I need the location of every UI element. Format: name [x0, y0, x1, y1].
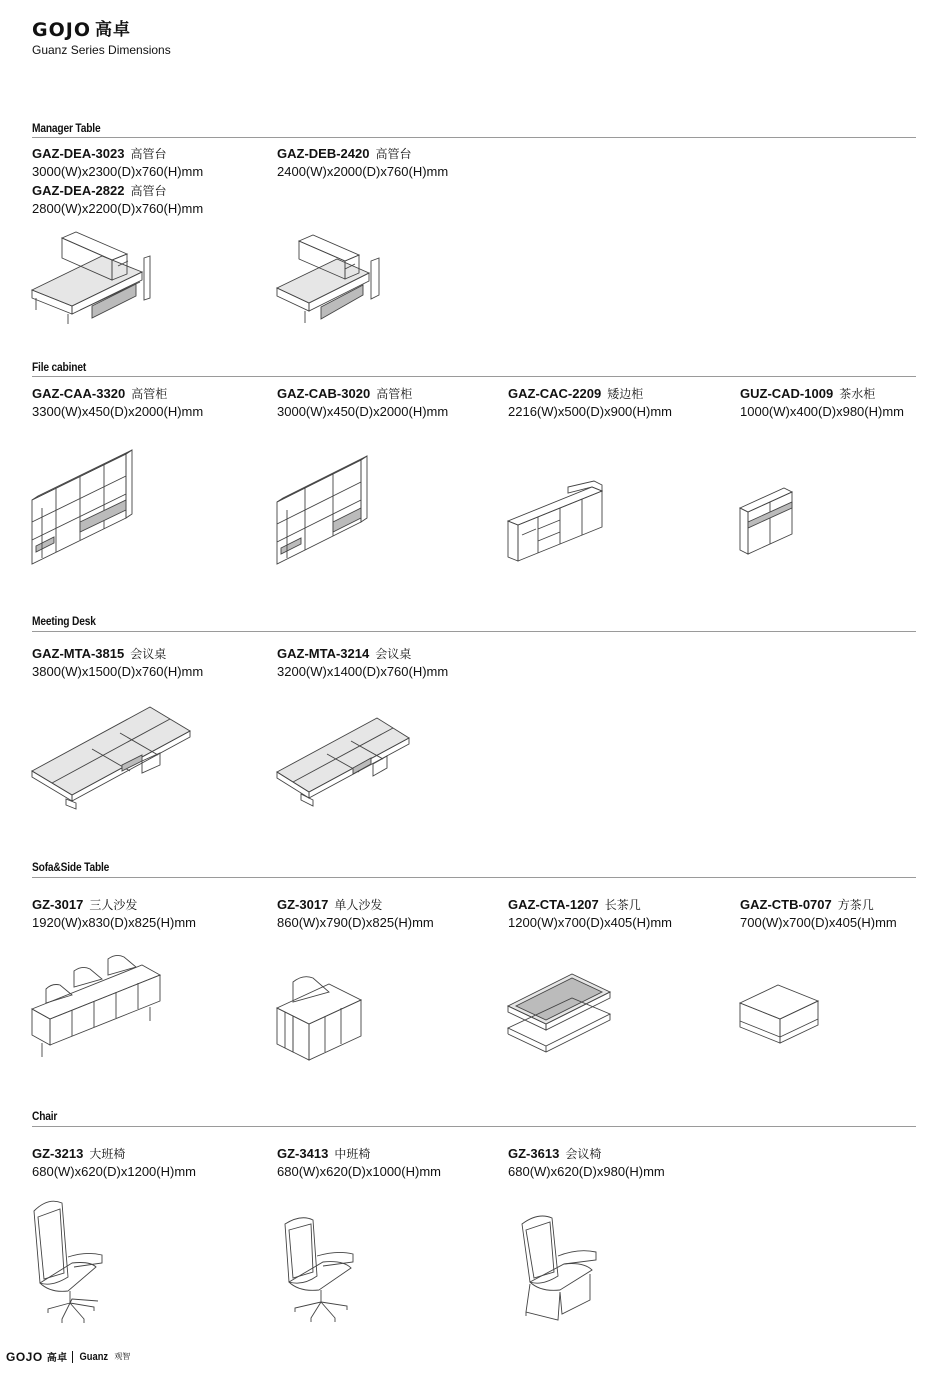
- footer-logo: GOJO: [6, 1349, 43, 1364]
- item-name-cn: 会议椅: [565, 1147, 602, 1161]
- section-divider: [32, 631, 916, 632]
- item-name-cn: 茶水柜: [839, 387, 876, 401]
- tea-cabinet-drawing: [740, 484, 796, 558]
- item-dimensions: 1920(W)x830(D)x825(H)mm: [32, 915, 196, 930]
- section-divider: [32, 376, 916, 377]
- item-name-cn: 会议桌: [130, 647, 167, 661]
- item-dimensions: 860(W)x790(D)x825(H)mm: [277, 915, 434, 930]
- item-name-cn: 三人沙发: [89, 898, 138, 912]
- item-code: GAZ-CAA-3320: [32, 386, 126, 401]
- item-name-cn: 高管柜: [376, 387, 413, 401]
- file-cabinet-drawing: [277, 456, 369, 568]
- item-name-cn: 单人沙发: [334, 898, 383, 912]
- item-dimensions: 3000(W)x450(D)x2000(H)mm: [277, 404, 449, 419]
- item-dimensions: 3800(W)x1500(D)x760(H)mm: [32, 664, 204, 679]
- item-title: [508, 1145, 601, 1163]
- mid-back-chair-drawing: [277, 1214, 359, 1328]
- section-divider: [32, 137, 916, 138]
- item-title: [32, 896, 137, 914]
- item-name-cn: 大班椅: [89, 1147, 126, 1161]
- item-dimensions: 2800(W)x2200(D)x760(H)mm: [32, 201, 204, 216]
- item-code: GZ-3413: [277, 1146, 329, 1161]
- section-title-manager-table: Manager Table: [32, 121, 101, 135]
- item-code: GAZ-MTA-3815: [32, 646, 125, 661]
- item-name-cn: 高管台: [130, 184, 167, 198]
- item-title: [740, 385, 875, 403]
- item-title: [508, 385, 643, 403]
- item-name-cn: 方茶几: [837, 898, 874, 912]
- section-divider: [32, 877, 916, 878]
- item-dimensions: 3300(W)x450(D)x2000(H)mm: [32, 404, 204, 419]
- item-code: GAZ-CAC-2209: [508, 386, 602, 401]
- item-code: GAZ-DEB-2420: [277, 146, 370, 161]
- logo-mark: [32, 20, 171, 40]
- square-tea-table-drawing: [740, 985, 822, 1045]
- item-title: [277, 645, 411, 663]
- item-title: [277, 145, 411, 163]
- item-name-cn: 矮边柜: [607, 387, 644, 401]
- meeting-table-drawing: [277, 716, 412, 808]
- item-dimensions: 3200(W)x1400(D)x760(H)mm: [277, 664, 449, 679]
- item-name-cn: 中班椅: [334, 1147, 371, 1161]
- item-code: GZ-3017: [277, 897, 329, 912]
- item-name-cn: 高管台: [375, 147, 412, 161]
- footer-brand-name: Guanz: [79, 1350, 108, 1363]
- item-title: [32, 385, 167, 403]
- item-title: [32, 182, 166, 200]
- item-code: GAZ-CTB-0707: [740, 897, 832, 912]
- item-dimensions: 2400(W)x2000(D)x760(H)mm: [277, 164, 449, 179]
- section-divider: [32, 1126, 916, 1127]
- section-title-meeting-desk: Meeting Desk: [32, 614, 96, 628]
- side-cabinet-drawing: [508, 485, 606, 565]
- manager-desk-drawing: [32, 228, 157, 328]
- footer-logo-cn: 高卓: [46, 1353, 68, 1364]
- section-title-file-cabinet: File cabinet: [32, 360, 87, 374]
- logo-cn: 高卓: [94, 20, 131, 40]
- item-dimensions: 700(W)x700(D)x405(H)mm: [740, 915, 897, 930]
- item-code: GAZ-DEA-2822: [32, 183, 125, 198]
- conference-chair-drawing: [520, 1212, 600, 1324]
- item-title: [508, 896, 641, 914]
- long-tea-table-drawing: [508, 972, 613, 1050]
- item-dimensions: 1000(W)x400(D)x980(H)mm: [740, 404, 904, 419]
- item-code: GZ-3213: [32, 1146, 84, 1161]
- item-code: GAZ-CTA-1207: [508, 897, 599, 912]
- item-title: [277, 1145, 370, 1163]
- section-title-chair: Chair: [32, 1109, 58, 1123]
- single-sofa-drawing: [277, 968, 367, 1062]
- item-dimensions: 2216(W)x500(D)x900(H)mm: [508, 404, 672, 419]
- item-code: GZ-3017: [32, 897, 84, 912]
- item-dimensions: 3000(W)x2300(D)x760(H)mm: [32, 164, 204, 179]
- item-code: GZ-3613: [508, 1146, 560, 1161]
- page-subtitle: Guanz Series Dimensions: [32, 43, 171, 57]
- item-dimensions: 680(W)x620(D)x980(H)mm: [508, 1164, 665, 1179]
- item-title: [32, 645, 166, 663]
- item-code: GAZ-DEA-3023: [32, 146, 125, 161]
- item-title: [32, 145, 166, 163]
- manager-desk-drawing: [277, 233, 387, 328]
- item-name-cn: 高管台: [130, 147, 167, 161]
- item-title: [277, 896, 382, 914]
- item-name-cn: 会议桌: [375, 647, 412, 661]
- item-title: [277, 385, 412, 403]
- item-code: GAZ-MTA-3214: [277, 646, 370, 661]
- footer-brand-cn: 观智: [114, 1352, 131, 1361]
- meeting-table-drawing: [32, 705, 192, 810]
- item-title: [740, 896, 874, 914]
- section-title-sofa-side-table: Sofa&Side Table: [32, 860, 110, 874]
- item-name-cn: 高管柜: [131, 387, 168, 401]
- executive-chair-drawing: [32, 1197, 104, 1329]
- footer-brand: [6, 1349, 130, 1364]
- brand-logo: [32, 20, 171, 57]
- logo-text: GOJO: [32, 19, 91, 41]
- three-seat-sofa-drawing: [32, 955, 162, 1060]
- item-code: GAZ-CAB-3020: [277, 386, 371, 401]
- file-cabinet-drawing: [32, 448, 132, 568]
- item-name-cn: 长茶几: [604, 898, 641, 912]
- item-dimensions: 1200(W)x700(D)x405(H)mm: [508, 915, 672, 930]
- footer-divider: [72, 1351, 73, 1363]
- item-dimensions: 680(W)x620(D)x1000(H)mm: [277, 1164, 441, 1179]
- item-title: [32, 1145, 125, 1163]
- item-code: GUZ-CAD-1009: [740, 386, 834, 401]
- item-dimensions: 680(W)x620(D)x1200(H)mm: [32, 1164, 196, 1179]
